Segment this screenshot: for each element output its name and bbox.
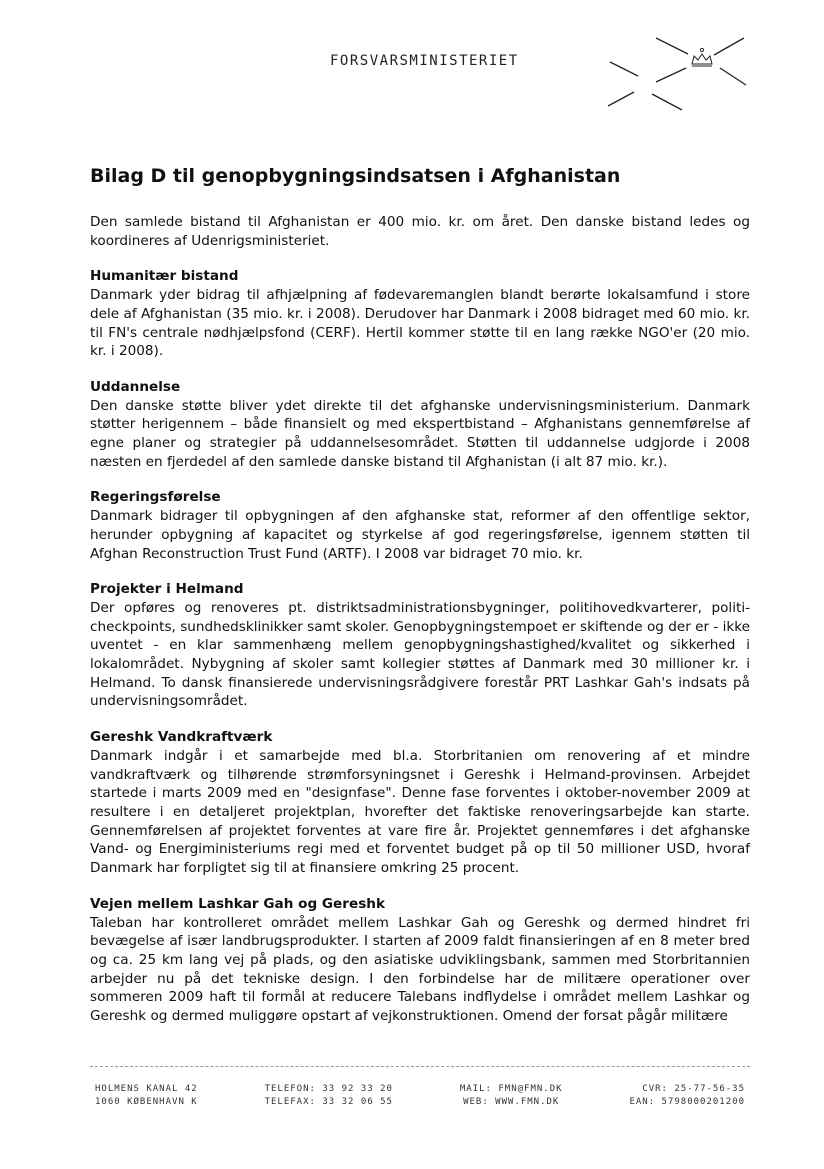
- crown-icon: [596, 30, 761, 120]
- section-heading: Uddannelse: [90, 378, 181, 395]
- postal-line: 1060 KØBENHAVN K: [95, 1097, 198, 1107]
- cvr-number: CVR: 25-77-56-35: [642, 1084, 745, 1094]
- section-body: Den danske støtte bliver ydet direkte til det afghanske undervisningsministerium. Danmark støtter herigennem – både finansielt og med ekspertbistand – Afghanistans gennemførelse af egne planer og strategier på uddannelsesområdet. Støtten til uddannelse udgjorde i 2008 næsten en fjerdedel af den samlede danske bistand til Afghanistan (i alt 87 mio. kr.).: [90, 397, 750, 470]
- footer-address: [95, 1083, 198, 1109]
- section-heading: Gereshk Vandkraftværk: [90, 729, 273, 746]
- section-heading: Regeringsførelse: [90, 489, 221, 506]
- document-title: Bilag D til genopbygningsindsatsen i Afghanistan: [90, 165, 621, 187]
- intro-paragraph: Den samlede bistand til Afghanistan er 400 mio. kr. om året. Den danske bistand ledes og koordineres af Udenrigsministeriet.: [90, 214, 750, 249]
- section-governance: [90, 488, 750, 563]
- footer: [95, 1083, 745, 1109]
- footer-ids: [629, 1083, 745, 1109]
- section-body: Danmark bidrager til opbygningen af den afghanske stat, reformer af den offentlige sektor, herunder opbygning af kapacitet og styrkelse af god regeringsførelse, igennem støtten til Afghan Reconstruction Trust Fund (ARTF). I 2008 var bidraget 70 mio. kr.: [90, 508, 750, 562]
- email-address: MAIL: FMN@FMN.DK: [459, 1084, 563, 1094]
- section-body: Danmark indgår i et samarbejde med bl.a. Storbritanien om renovering af et mindre vandkraftværk og tilhørende strømforsyningsnet i Gereshk i Helmand-provinsen. Arbejdet startede i marts 2009 med en "designfase". Denne fase forventes i oktober-november 2009 at resultere i en detaljeret projektplan, hvorefter det faktiske renoveringsarbejde kan starte. Gennemførelsen af projektet forventes at vare fire år. Projektet gennemføres i det afghanske Vand- og Energiministeriums regi med et forventet budget på op til 50 millioner USD, hvoraf Danmark har forpligtet sig til at finansiere omkring 25 procent.: [90, 747, 750, 877]
- document-body: [90, 165, 750, 1026]
- section-road: [90, 895, 750, 1026]
- section-heading: Humanitær bistand: [90, 268, 239, 285]
- section-body: Der opføres og renoveres pt. distriktsadministrationsbygninger, politihovedkvarterer, politi-checkpoints, sundhedsklinikker samt skoler. Genopbygningstempoet er skiftende og der er - ikke uventet - en klar sammenhæng mellem genopbygningshastighed/kvalitet og sikkerhed i lokalområdet. Nybygning af skoler samt kollegier støttes af Danmark med 30 millioner kr. i Helmand. To dansk finansierede undervisningsrådgivere forestår PRT Lashkar Gah's indsats på undervisningsområdet.: [90, 599, 751, 710]
- section-heading: Projekter i Helmand: [90, 581, 244, 598]
- section-body: Danmark yder bidrag til afhjælpning af fødevaremanglen blandt berørte lokalsamfund i store dele af Afghanistan (35 mio. kr. i 2008). Derudover har Danmark i 2008 bidraget med 60 mio. kr. til FN's centrale nødhjælpsfond (CERF). Hertil kommer støtte til en lang række NGO'er (20 mio. kr. i 2008).: [90, 287, 750, 360]
- website: WEB: WWW.FMN.DK: [463, 1097, 560, 1107]
- section-hydropower: [90, 728, 750, 878]
- footer-divider: [90, 1066, 750, 1067]
- section-education: [90, 378, 750, 472]
- section-humanitarian: [90, 267, 750, 361]
- section-helmand-projects: [90, 580, 750, 711]
- fax-number: TELEFAX: 33 32 06 55: [264, 1097, 393, 1107]
- address-line: HOLMENS KANAL 42: [95, 1084, 198, 1094]
- ean-number: EAN: 5798000201200: [629, 1097, 745, 1107]
- phone-number: TELEFON: 33 92 33 20: [264, 1084, 393, 1094]
- footer-contact: [460, 1083, 563, 1109]
- section-heading: Vejen mellem Lashkar Gah og Gereshk: [90, 895, 386, 912]
- footer-phone: [265, 1083, 393, 1109]
- section-body: Taleban har kontrolleret området mellem Lashkar Gah og Gereshk og dermed hindret fri bevægelse af især landbrugsprodukter. I starten af 2009 faldt finansieringen af en 8 meter bred og ca. 25 km lang vej på plads, og den asiatiske udviklingsbank, sammen med Storbritannien arbejder nu på det tekniske design. I den forbindelse har de militære operationer over sommeren 2009 haft til formål at reducere Talebans indflydelse i området mellem Lashkar og Gereshk og dermed muliggøre opstart af vejkonstruktionen. Omend der forsat pågår militære: [90, 914, 750, 1025]
- ministry-name: FORSVARSMINISTERIET: [330, 53, 519, 69]
